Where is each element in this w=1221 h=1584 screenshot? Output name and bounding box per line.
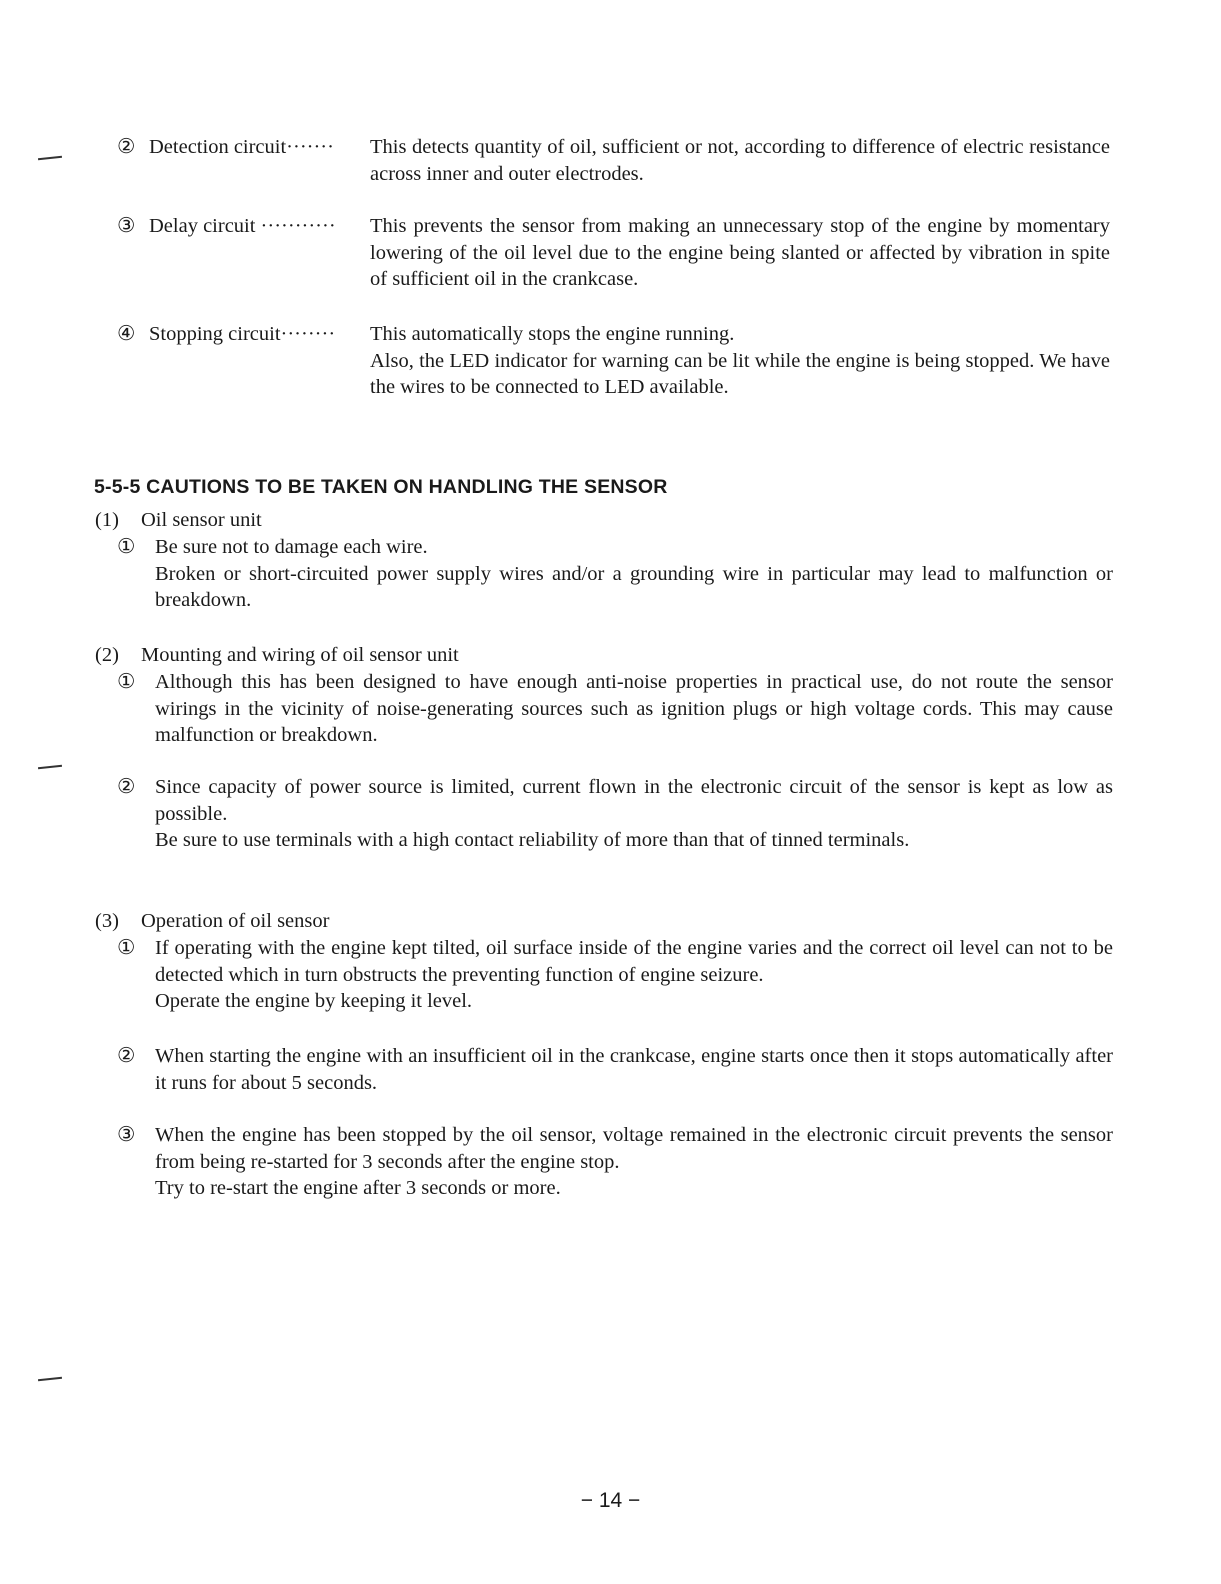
item-text: Be sure to use terminals with a high contact reliability of more than that of tinned terminals. xyxy=(155,829,910,851)
item-number: ② xyxy=(117,776,136,798)
item-number: ① xyxy=(117,671,136,693)
page-number: − 14 − xyxy=(580,1489,641,1512)
group-title-operation xyxy=(95,908,329,935)
item-number: ③ xyxy=(117,1124,136,1146)
margin-mark xyxy=(38,765,62,769)
circuit-description-delay xyxy=(370,213,1110,293)
circuit-description-text: This automatically stops the engine running. xyxy=(370,323,735,345)
group-title-text: Mounting and wiring of oil sensor unit xyxy=(141,644,459,666)
list-item xyxy=(117,1122,1113,1202)
list-item xyxy=(117,669,1113,749)
item-text: Try to re-start the engine after 3 seconds or more. xyxy=(155,1177,561,1199)
circuit-number: ④ xyxy=(117,323,136,345)
circuit-name: Detection circuit······· xyxy=(149,136,334,158)
circuit-description-text: Also, the LED indicator for warning can be lit while the engine is being stopped. We have the wires to be connected to LED available. xyxy=(370,349,1110,398)
item-number: ② xyxy=(117,1045,136,1067)
item-text: Broken or short-circuited power supply wires and/or a grounding wire in particular may lead to malfunction or breakdown. xyxy=(155,562,1113,611)
circuit-description-stopping xyxy=(370,321,1110,401)
item-text: Operate the engine by keeping it level. xyxy=(155,990,473,1012)
item-text: Since capacity of power source is limited, current flown in the electronic circuit of the sensor is kept as low as possible. xyxy=(155,776,1113,825)
circuit-description-text: This detects quantity of oil, sufficient or not, according to difference of electric resistance across inner and outer electrodes. xyxy=(370,136,1110,185)
item-text: When starting the engine with an insufficient oil in the crankcase, engine starts once then it stops automatically after it runs for about 5 seconds. xyxy=(155,1045,1113,1094)
circuit-number: ③ xyxy=(117,215,136,237)
circuit-label-detection xyxy=(117,134,334,161)
list-item xyxy=(117,1043,1113,1096)
item-number: ① xyxy=(117,536,136,558)
group-title-text: Oil sensor unit xyxy=(141,509,262,531)
circuit-name: Stopping circuit········ xyxy=(149,323,336,345)
group-title-text: Operation of oil sensor xyxy=(141,910,330,932)
section-heading: 5-5-5 CAUTIONS TO BE TAKEN ON HANDLING THE SENSOR xyxy=(94,476,668,498)
list-item xyxy=(117,774,1113,854)
group-title-mounting-wiring xyxy=(95,642,459,669)
list-item xyxy=(117,534,1113,614)
circuit-number: ② xyxy=(117,136,136,158)
margin-mark xyxy=(38,1377,62,1381)
margin-mark xyxy=(38,156,62,160)
circuit-description-text: This prevents the sensor from making an unnecessary stop of the engine by momentary lowering of the oil level due to the engine being slanted or affected by vibration in spite of sufficient oil in the crankcase. xyxy=(370,215,1110,290)
group-number: (1) xyxy=(95,509,119,531)
item-text: When the engine has been stopped by the oil sensor, voltage remained in the electronic circuit prevents the sensor from being re-started for 3 seconds after the engine stop. xyxy=(155,1124,1113,1173)
list-item xyxy=(117,935,1113,1015)
item-text: Although this has been designed to have enough anti-noise properties in practical use, do not route the sensor wirings in the vicinity of noise-generating sources such as ignition plugs or high voltage cords. This may cause malfunction or breakdown. xyxy=(155,671,1113,746)
circuit-description-detection xyxy=(370,134,1110,187)
item-text: If operating with the engine kept tilted, oil surface inside of the engine varies and the correct oil level can not to be detected which in turn obstructs the preventing function of engine seizure. xyxy=(155,937,1113,986)
circuit-label-delay xyxy=(117,213,336,240)
circuit-name: Delay circuit ··········· xyxy=(149,215,336,237)
circuit-label-stopping xyxy=(117,321,335,348)
item-text: Be sure not to damage each wire. xyxy=(155,536,428,558)
group-title-oil-sensor-unit xyxy=(95,507,262,534)
item-number: ① xyxy=(117,937,136,959)
group-number: (3) xyxy=(95,910,119,932)
group-number: (2) xyxy=(95,644,119,666)
